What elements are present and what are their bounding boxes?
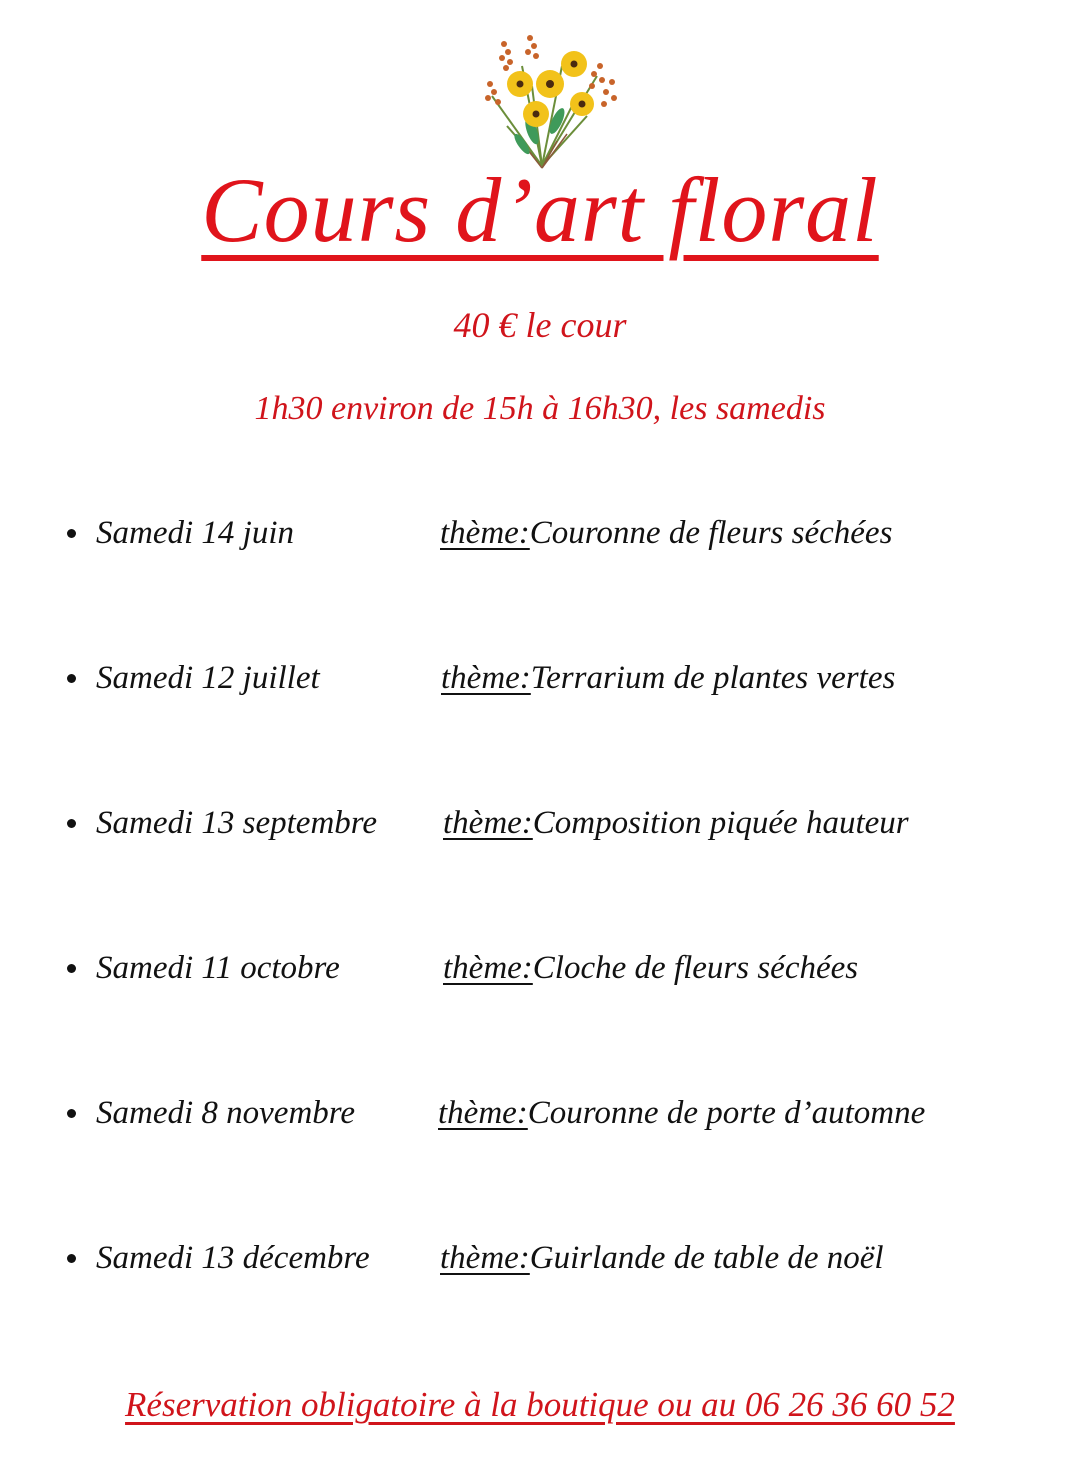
session-date: Samedi 8 novembre [96,1095,356,1131]
list-item [0,1085,1080,1141]
theme-label: thème: [441,660,531,696]
theme-text: Couronne de fleurs séchées [529,515,893,551]
theme-label: thème: [443,950,533,986]
theme-label: thème: [443,805,533,841]
reservation-notice: Réservation obligatoire à la boutique ou au 06 26 36 60 52 [125,1385,955,1424]
session-date: Samedi 13 septembre [96,805,378,841]
list-item [0,795,1080,851]
session-date: Samedi 14 juin [96,515,294,551]
list-item [0,1230,1080,1286]
list-item [0,650,1080,706]
list-item [0,505,1080,561]
page-title: Cours d’art floral [201,159,879,261]
bullet-icon [67,964,76,973]
theme-text: Guirlande de table de noël [529,1240,884,1276]
list-item [0,940,1080,996]
bullet-icon [67,674,76,683]
theme-label: thème: [440,515,530,551]
session-date: Samedi 11 octobre [96,950,340,986]
theme-label: thème: [438,1095,528,1131]
theme-text: Terrarium de plantes vertes [530,660,896,696]
session-date: Samedi 13 décembre [96,1240,370,1276]
bullet-icon [67,1254,76,1263]
theme-text: Cloche de fleurs séchées [532,950,859,986]
theme-text: Composition piquée hauteur [532,805,909,841]
theme-label: thème: [440,1240,530,1276]
theme-text: Couronne de porte d’automne [527,1095,926,1131]
schedule-text: 1h30 environ de 15h à 16h30, les samedis [254,390,826,427]
bullet-icon [67,1109,76,1118]
bullet-icon [67,819,76,828]
bullet-icon [67,529,76,538]
session-date: Samedi 12 juillet [96,660,320,696]
price-text: 40 € le cour [453,305,627,345]
